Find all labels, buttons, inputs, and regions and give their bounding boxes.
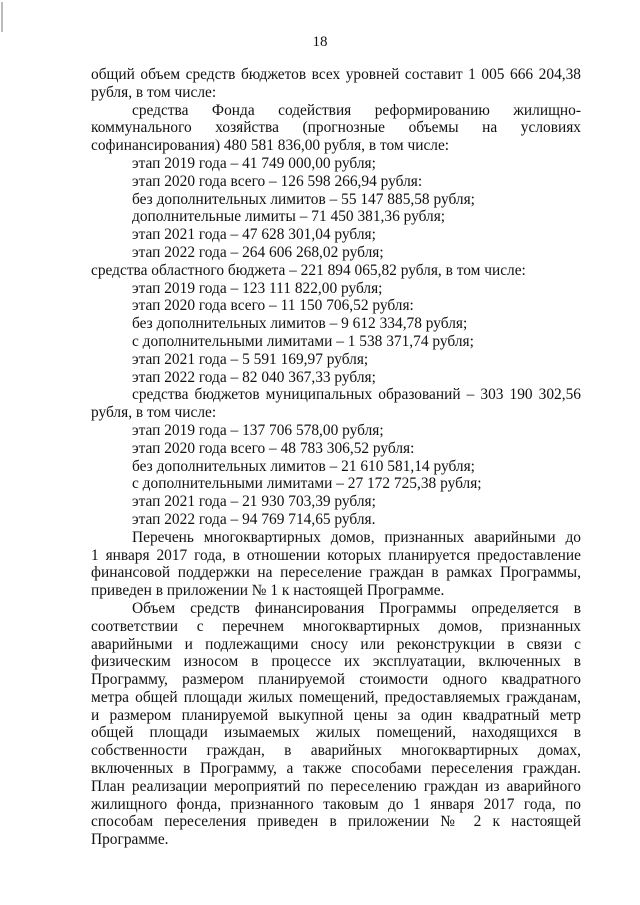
text-line: софинансирования) 480 581 836,00 рубля, в том числе: — [91, 137, 450, 155]
text-line: этап 2019 года – 137 706 578,00 рубля; — [132, 421, 384, 439]
text-line: рубля, в том числе: — [91, 83, 217, 101]
scan-edge-mark — [1, 2, 3, 32]
text-line: Объем средств финансирования Программы определяется в — [132, 599, 581, 617]
text-line: физическим износом в процессе их эксплуатации, включенных в — [91, 653, 581, 671]
text-line: метра общей площади жилых помещений, предоставляемых гражданам, — [91, 688, 581, 706]
text-line: средства бюджетов муниципальных образований – 303 190 302,56 — [132, 386, 581, 404]
text-line: 1 января 2017 года, в отношении которых планируется предоставление — [91, 546, 581, 564]
text-line: и размером планируемой выкупной цены за один квадратный метр — [91, 706, 581, 724]
text-line: коммунального хозяйства (прогнозные объемы на условиях — [91, 119, 581, 137]
page-number: 18 — [312, 34, 328, 50]
text-line: соответствии с перечнем многоквартирных домов, признанных — [91, 617, 581, 635]
text-line: Перечень многоквартирных домов, признанных аварийными до — [132, 528, 581, 546]
text-line: этап 2020 года всего – 48 783 306,52 рубля: — [132, 439, 415, 457]
text-line: этап 2022 года – 82 040 367,33 рубля; — [132, 368, 376, 386]
text-line: общий объем средств бюджетов всех уровней составит 1 005 666 204,38 — [91, 66, 581, 83]
text-line: Программу, размером планируемой стоимости одного квадратного — [91, 671, 581, 689]
document-body — [91, 66, 581, 849]
text-line: этап 2021 года – 5 591 169,97 рубля; — [132, 350, 369, 368]
text-line: общей площади изымаемых жилых помещений, находящихся в — [91, 724, 581, 742]
text-line: этап 2019 года – 41 749 000,00 рубля; — [132, 154, 376, 172]
text-line: рубля, в том числе: — [91, 404, 217, 422]
text-line: жилищного фонда, признанного таковым до 1 января 2017 года, по — [91, 795, 581, 813]
text-line: План реализации мероприятий по переселению граждан из аварийного — [91, 777, 581, 795]
text-line: этап 2020 года всего – 11 150 706,52 рубля: — [132, 297, 414, 315]
text-line: этап 2019 года – 123 111 822,00 рубля; — [132, 279, 383, 297]
text-line: этап 2021 года – 47 628 301,04 рубля; — [132, 226, 376, 244]
text-line: собственности граждан, в аварийных многоквартирных домах, — [91, 742, 581, 760]
text-line: этап 2022 года – 264 606 268,02 рубля; — [132, 243, 384, 261]
text-line: средства областного бюджета – 221 894 065,82 рубля, в том числе: — [91, 261, 526, 279]
text-line: финансовой поддержки на переселение граждан в рамках Программы, — [91, 564, 581, 582]
text-line: включенных в Программу, а также способами переселения граждан. — [91, 760, 581, 778]
text-line: без дополнительных лимитов – 21 610 581,14 рубля; — [132, 457, 475, 475]
text-line: Программе. — [91, 831, 169, 849]
text-line: аварийными и подлежащими сносу или реконструкции в связи с — [91, 635, 581, 653]
text-line: способам переселения приведен в приложении № 2 к настоящей — [91, 813, 581, 831]
text-line: с дополнительными лимитами – 1 538 371,74 рубля; — [132, 332, 474, 350]
text-line: дополнительные лимиты – 71 450 381,36 рубля; — [132, 208, 446, 226]
text-line: этап 2022 года – 94 769 714,65 рубля. — [132, 510, 376, 528]
text-line: с дополнительными лимитами – 27 172 725,38 рубля; — [132, 475, 482, 493]
text-line: средства Фонда содействия реформированию жилищно- — [132, 101, 581, 119]
text-line: этап 2020 года всего – 126 598 266,94 рубля: — [132, 172, 423, 190]
text-line: без дополнительных лимитов – 55 147 885,58 рубля; — [132, 190, 475, 208]
text-line: приведен в приложении № 1 к настоящей Программе. — [91, 582, 445, 600]
text-line: этап 2021 года – 21 930 703,39 рубля; — [132, 493, 376, 511]
text-line: без дополнительных лимитов – 9 612 334,78 рубля; — [132, 315, 468, 333]
